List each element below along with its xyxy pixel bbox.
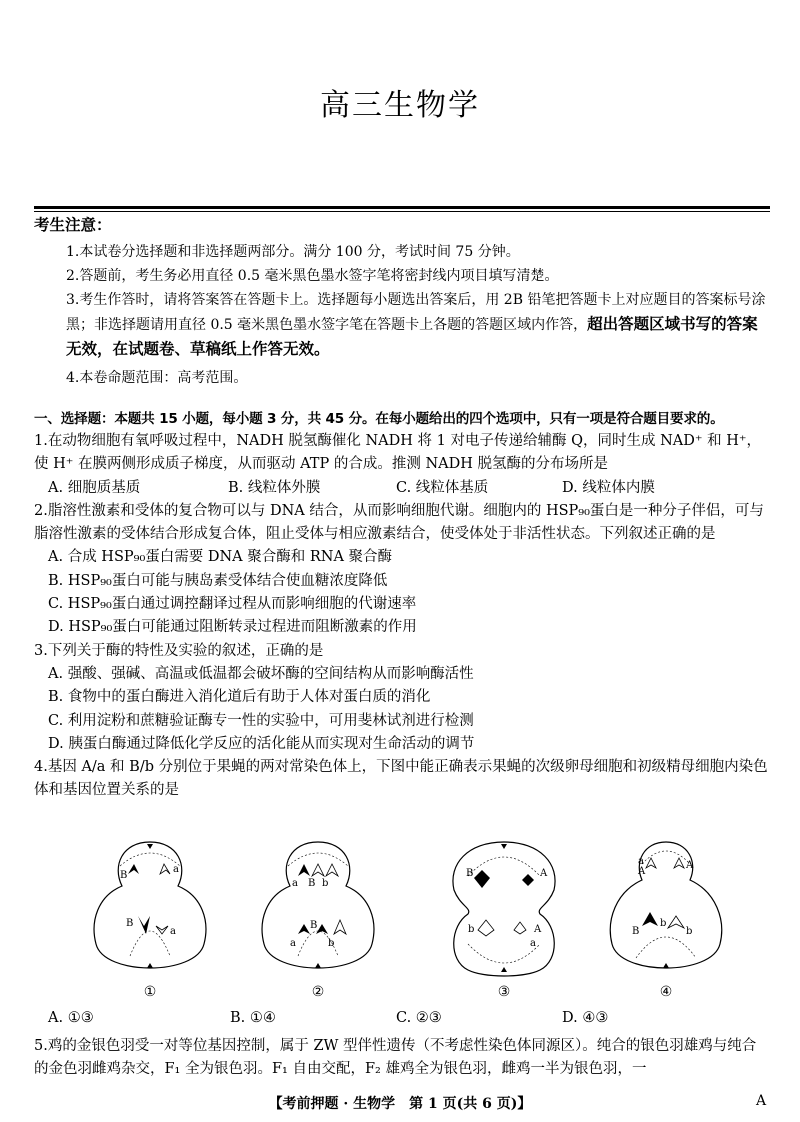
q1-options <box>34 477 770 500</box>
svg-text:b: b <box>322 878 329 889</box>
svg-text:a: a <box>173 864 179 875</box>
figure-label-4: ④ <box>659 984 673 1000</box>
figure-label-1: ① <box>143 984 157 1000</box>
q2-option-a: A. 合成 HSP₉₀蛋白需要 DNA 聚合酶和 RNA 聚合酶 <box>48 549 393 566</box>
q4-option-a: A. ①③ <box>48 1010 94 1026</box>
questions <box>34 430 770 803</box>
cell-diagram-1 <box>90 836 210 986</box>
q1-option-d: D. 线粒体内膜 <box>562 479 655 496</box>
header-rule-thick <box>34 206 770 209</box>
q4-option-d: D. ④③ <box>562 1010 609 1026</box>
notice-heading: 考生注意： <box>34 216 112 234</box>
svg-text:a: a <box>292 878 298 889</box>
q4-figure <box>40 836 770 1006</box>
svg-text:a: a <box>290 938 296 949</box>
notice-item-4: 4.本卷命题范围：高考范围。 <box>66 370 248 386</box>
notice-item-3-text: 3.考生作答时，请将答案答在答题卡上。选择题每小题选出答案后，用 2B 铅笔把答题卡上对应题目的答案标号涂黑；非选择题请用直径 0.5 毫米黑色墨水签字笔在答题卡上各题的答题区域内作答， <box>66 292 766 333</box>
notice-item-2: 2.答题前，考生务必用直径 0.5 毫米黑色墨水签字笔将密封线内项目填写清楚。 <box>66 268 559 284</box>
q3-option-c: C. 利用淀粉和蔗糖验证酶专一性的实验中，可用斐林试剂进行检测 <box>48 712 474 729</box>
q5-stem: 5.鸡的金银色羽受一对等位基因控制，属于 ZW 型伴性遗传（不考虑性染色体同源区）。纯合的银色羽雄鸡与纯合的金色羽雌鸡杂交，F₁ 全为银色羽。F₁ 自由交配，F₂ 雄鸡全为银色羽，雌鸡一半为银色羽，一 <box>34 1038 757 1078</box>
q2-option-c: C. HSP₉₀蛋白通过调控翻译过程从而影响细胞的代谢速率 <box>48 596 417 613</box>
q1-option-c: C. 线粒体基质 <box>396 479 489 496</box>
cell-diagram-4 <box>606 836 726 986</box>
q1-stem: 1.在动物细胞有氧呼吸过程中，NADH 脱氢酶催化 NADH 将 1 对电子传递给辅酶 Q，同时生成 NAD⁺ 和 H⁺，使 H⁺ 在膜两侧形成质子梯度，从而驱动 ATP 的合成。推测 NADH 脱氢酶的分布场所是 <box>34 433 762 473</box>
svg-text:a: a <box>530 938 536 949</box>
svg-text:b: b <box>328 938 335 949</box>
svg-text:A: A <box>534 924 542 935</box>
q4-options <box>48 1010 768 1032</box>
svg-text:B: B <box>308 878 316 889</box>
footer-center: 【考前押题 · 生物学 第 1 页(共 6 页)】 <box>268 1096 532 1112</box>
section-heading: 一、选择题：本题共 15 小题，每小题 3 分，共 45 分。在每小题给出的四个选项中，只有一项是符合题目要求的。 <box>34 411 724 427</box>
q4-option-c: C. ②③ <box>396 1010 442 1026</box>
svg-text:A: A <box>540 868 548 879</box>
page-title: 高三生物学 <box>320 88 480 123</box>
svg-text:B: B <box>120 870 128 881</box>
svg-text:b: b <box>686 926 693 937</box>
cell-diagram-2 <box>258 836 378 986</box>
svg-text:a: a <box>638 856 644 867</box>
q2-option-d: D. HSP₉₀蛋白可能通过阻断转录过程进而阻断激素的作用 <box>48 619 417 636</box>
q4-stem: 4.基因 A/a 和 B/b 分别位于果蝇的两对常染色体上，下图中能正确表示果蝇的次级卵母细胞和初级精母细胞内染色体和基因位置关系的是 <box>34 759 768 799</box>
q1-option-a: A. 细胞质基质 <box>48 479 141 496</box>
svg-text:B: B <box>466 868 474 879</box>
svg-text:a: a <box>170 926 176 937</box>
q4-option-b: B. ①④ <box>230 1010 276 1026</box>
cell-diagram-3 <box>444 836 564 986</box>
notice-item-1: 1.本试卷分选择题和非选择题两部分。满分 100 分，考试时间 75 分钟。 <box>66 244 520 260</box>
notice-item-3 <box>66 288 770 362</box>
svg-text:B: B <box>310 920 318 931</box>
header-rule-thin <box>34 211 770 212</box>
notice-item-3-bold: 超出答题区域书写的答案无效，在试题卷、草稿纸上作答无效。 <box>66 315 758 358</box>
svg-text:b: b <box>468 924 475 935</box>
svg-text:B: B <box>126 918 134 929</box>
q3-option-d: D. 胰蛋白酶通过降低化学反应的活化能从而实现对生命活动的调节 <box>48 735 475 752</box>
figure-label-3: ③ <box>497 984 511 1000</box>
figure-label-2: ② <box>311 984 325 1000</box>
q3-option-a: A. 强酸、强碱、高温或低温都会破坏酶的空间结构从而影响酶活性 <box>48 665 474 682</box>
q1-option-b: B. 线粒体外膜 <box>228 479 321 496</box>
q3-stem: 3.下列关于酶的特性及实验的叙述，正确的是 <box>34 642 324 659</box>
svg-text:A: A <box>686 860 694 871</box>
svg-text:b: b <box>660 918 667 929</box>
q2-stem: 2.脂溶性激素和受体的复合物可以与 DNA 结合，从而影响细胞代谢。细胞内的 HSP₉₀蛋白是一种分子伴侣，可与脂溶性激素的受体结合形成复合体，阻止受体与相应激素结合，使受体处于非活性状态。下列叙述正确的是 <box>34 502 764 543</box>
q2-option-b: B. HSP₉₀蛋白可能与胰岛素受体结合使血糖浓度降低 <box>48 572 388 589</box>
svg-text:B: B <box>632 926 640 937</box>
q3-option-b: B. 食物中的蛋白酶进入消化道后有助于人体对蛋白质的消化 <box>48 689 431 706</box>
svg-text:A: A <box>638 866 646 877</box>
footer-version: A <box>756 1093 767 1109</box>
notice-list <box>66 240 770 390</box>
